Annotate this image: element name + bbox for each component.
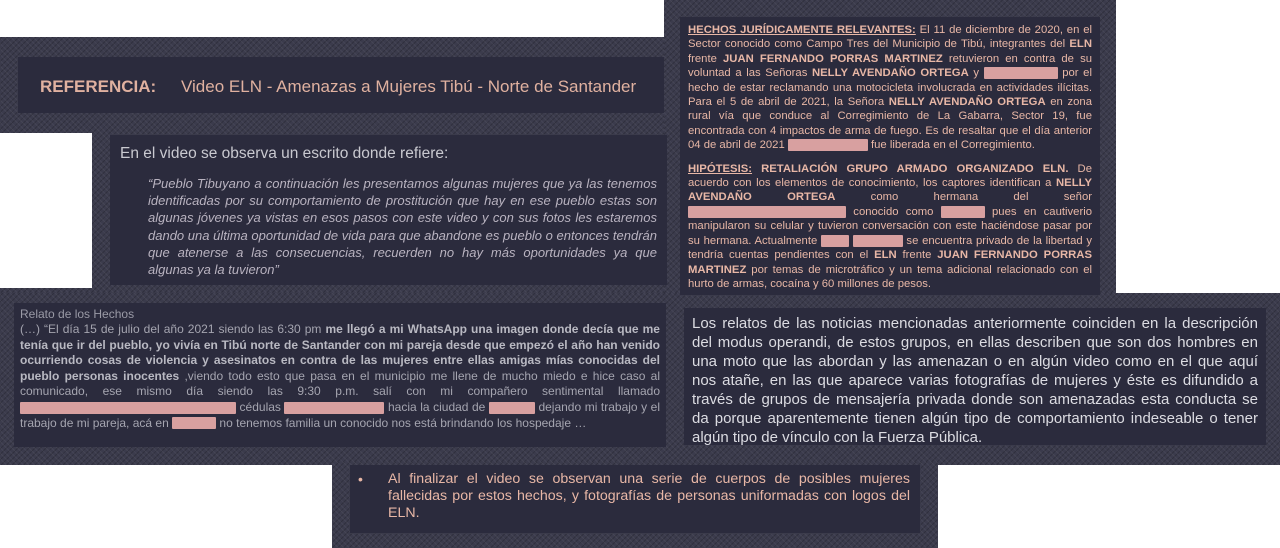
hechos-text: en zona rural vía que conduce al Corregimiento de La Gabarra, Sector 19, fue encontrada con 4 impactos de arma de fuego. Es de resaltar que el día anterior 04 de abril de 2021 bbox=[688, 96, 1092, 152]
hechos-text: pues en cautiverio manipularon su celular y tuvieron conversación con este haciéndose pasar por su hermana. Actualmente bbox=[688, 205, 1092, 247]
relatos-noticias-text: Los relatos de las noticias mencionadas anteriormente coinciden en la descripción del modus operandi, de estos grupos, en ellas describen que son dos hombres en una moto que las abordan y las amenazan o en algún video como en el que aquí nos atañe, en las que aparece varias fotografías de mujeres y éste es difundido a través de grupos de mensajería privada donde son amenazadas esta conducta se da porque aparentemente tienen algún tipo de comportamiento indeseable o tener algún tipo de vínculo con la Fuerza Pública. bbox=[692, 315, 1258, 446]
relato-text: cédulas bbox=[236, 399, 285, 414]
hipotesis-heading: HIPÓTESIS: bbox=[688, 162, 753, 175]
hechos-heading: HECHOS JURÍDICAMENTE RELEVANTES: bbox=[688, 24, 916, 36]
hechos-text: frente bbox=[688, 52, 723, 65]
bullet-icon: • bbox=[358, 471, 363, 487]
hechos-text: retuvieron en contra de su voluntad a las Señoras bbox=[688, 52, 1092, 80]
redaction bbox=[489, 402, 535, 414]
relato-text: hacia la ciudad de bbox=[384, 399, 489, 414]
redaction bbox=[172, 417, 216, 429]
hechos-paragraph bbox=[688, 23, 1092, 153]
relato-bold-text: me llegó a mi WhatsApp una imagen donde decía que me tenía que ir del pueblo, yo vivía en Tibú norte de Santander con mi pareja desde que empezó el año han venido ocurriendo cosas de violencia y asesinatos en contra de las mujeres entre ellas amigas mías conocidas del pueblo personas inocentes bbox=[20, 322, 660, 383]
relato-text: ,viendo todo esto que pasa en el municipio me llene de mucho miedo e hice caso al comunicado, ese mismo día siendo las 9:30 p.m. salí con mi compañero sentimental llamado bbox=[20, 368, 660, 399]
video-intro: En el video se observa un escrito donde refiere: bbox=[120, 145, 449, 162]
redaction bbox=[20, 402, 236, 414]
relato-text: dejando mi trabajo y el trabajo de mi pareja, acá en bbox=[20, 399, 661, 430]
hechos-text: por el hecho de estar reclamando una motocicleta involucrada en actividades ilícitas. Para el 5 de abril de 2021, la Señora bbox=[688, 67, 1092, 109]
referencia-label: REFERENCIA: bbox=[40, 77, 157, 96]
conclusion-text: Al finalizar el video se observan una serie de cuerpos de posibles mujeres fallecidas por estos hechos, y fotografías de personas uniformadas con logos del ELN. bbox=[388, 471, 910, 521]
referencia-box bbox=[18, 57, 664, 113]
hechos-bold: JUAN FERNANDO PORRAS MARTINEZ bbox=[723, 52, 943, 65]
hechos-text: frente bbox=[896, 249, 938, 262]
hechos-bold: NELLY AVENDAÑO ORTEGA bbox=[888, 96, 1046, 109]
redaction bbox=[284, 402, 384, 414]
relato-box bbox=[14, 303, 666, 447]
hechos-bold: ELN bbox=[1069, 38, 1092, 51]
background-gap bbox=[0, 133, 92, 288]
relato-text: no tenemos familia un conocido nos está brindando los hospedaje … bbox=[216, 415, 587, 430]
hechos-text: por temas de microtráfico y un tema adicional relacionado con el hurto de armas, cocaína y 60 millones de pesos. bbox=[688, 263, 1092, 290]
hechos-bold: ELN bbox=[874, 249, 897, 262]
hipotesis-paragraph bbox=[688, 162, 1092, 292]
redaction bbox=[688, 206, 846, 218]
conclusion-box bbox=[350, 465, 920, 533]
relato-body bbox=[20, 322, 660, 431]
relatos-noticias-box bbox=[684, 308, 1266, 445]
redaction bbox=[821, 235, 849, 247]
hechos-text: y bbox=[968, 67, 984, 80]
hechos-text: El 11 de diciembre de 2020, en el Sector conocido como Campo Tres del Municipio de Tibú, integrantes del bbox=[688, 24, 1092, 51]
hipotesis-title: RETALIACIÓN GRUPO ARMADO ORGANIZADO ELN. bbox=[752, 162, 1069, 175]
redaction bbox=[941, 206, 985, 218]
redaction bbox=[788, 139, 868, 151]
referencia-value: Video ELN - Amenazas a Mujeres Tibú - Norte de Santander bbox=[181, 77, 637, 96]
hechos-text: De acuerdo con los elementos de conocimiento, los captores identifican a bbox=[688, 162, 1092, 190]
video-quote: “Pueblo Tibuyano a continuación les presentamos algunas mujeres que ya las tenemos identificadas por su comportamiento de prostitución que hay en ese pueblo estas son algunas jóvenes ya vistas en esos pasos con este video y con sus fotos les estaremos dando una última oportunidad de vida para que abandone es pueblo o entonces tendrán que atenerse a las consecuencias, recuerden no hay más oportunidades ya que algunas ya la tuvieron” bbox=[148, 176, 657, 278]
relato-title: Relato de los Hechos bbox=[20, 307, 135, 321]
hechos-bold: NELLY AVENDAÑO ORTEGA bbox=[688, 177, 1092, 204]
video-description-box bbox=[110, 135, 667, 285]
redaction bbox=[984, 67, 1058, 79]
hechos-text: fue liberada en el Corregimiento. bbox=[867, 139, 1035, 152]
hechos-bold: NELLY AVENDAÑO ORTEGA bbox=[811, 67, 969, 80]
hechos-box bbox=[680, 17, 1100, 295]
hechos-text: se encuentra privado de la libertad y tendría cuentas pendientes con el bbox=[688, 234, 1092, 262]
hechos-bold: JUAN FERNANDO PORRAS MARTINEZ bbox=[688, 249, 1092, 276]
redaction bbox=[853, 235, 903, 247]
hechos-text: como hermana del señor bbox=[835, 191, 1092, 204]
relato-text: (…) “El día 15 de julio del año 2021 siendo las 6:30 pm bbox=[20, 322, 326, 336]
hechos-text: conocido como bbox=[846, 205, 941, 218]
